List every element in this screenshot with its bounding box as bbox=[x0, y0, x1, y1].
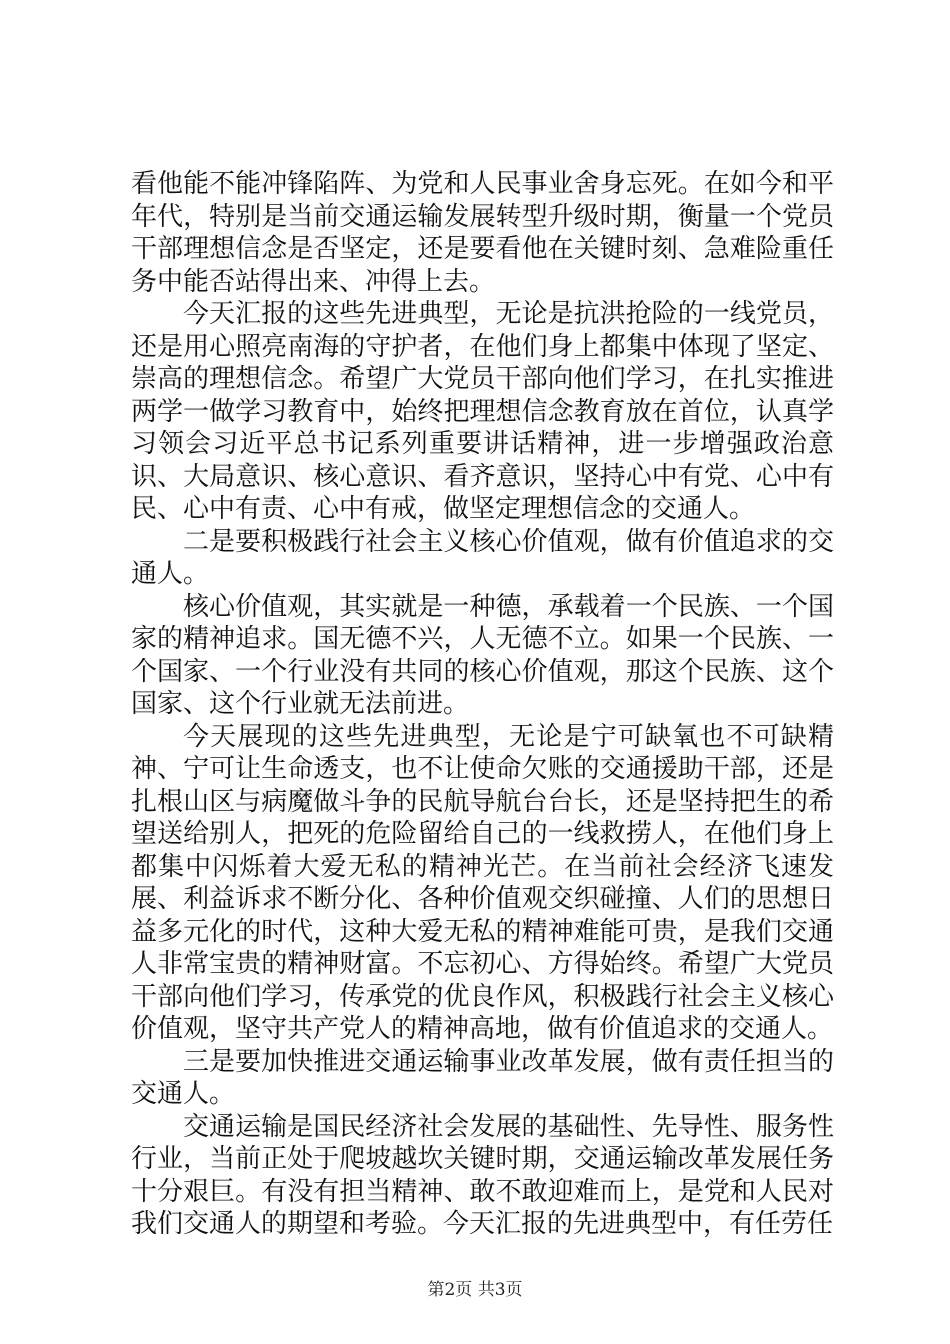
paragraph-3: 二是要积极践行社会主义核心价值观，做有价值追求的交通人。 bbox=[131, 526, 834, 589]
page-number-footer: 第2页 共3页 bbox=[427, 1280, 523, 1300]
paragraph-7: 交通运输是国民经济社会发展的基础性、先导性、服务性行业，当前正处于爬坡越坎关键时期，交通运输改革发展任务十分艰巨。有没有担当精神、敢不敢迎难而上，是党和人民对我们交通人的期望和考验。今天汇报的先进典型中，有任劳任 bbox=[131, 1111, 834, 1239]
paragraph-1: 看他能不能冲锋陷阵、为党和人民事业舍身忘死。在如今和平年代，特别是当前交通运输发展转型升级时期，衡量一个党员干部理想信念是否坚定，还是要看他在关键时刻、急难险重任务中能否站得出来、冲得上去。 bbox=[131, 169, 834, 297]
paragraph-6: 三是要加快推进交通运输事业改革发展，做有责任担当的交通人。 bbox=[131, 1046, 834, 1109]
document-body bbox=[131, 168, 834, 1241]
paragraph-5: 今天展现的这些先进典型，无论是宁可缺氧也不可缺精神、宁可让生命透支，也不让使命欠账的交通援助干部，还是扎根山区与病魔做斗争的民航导航台台长，还是坚持把生的希望送给别人，把死的危险留给自己的一线救捞人，在他们身上都集中闪烁着大爱无私的精神光芒。在当前社会经济飞速发展、利益诉求不断分化、各种价值观交织碰撞、人们的思想日益多元化的时代，这种大爱无私的精神难能可贵，是我们交通人非常宝贵的精神财富。不忘初心、方得始终。希望广大党员干部向他们学习，传承党的优良作风，积极践行社会主义核心价值观，坚守共产党人的精神高地，做有价值追求的交通人。 bbox=[131, 721, 834, 1044]
paragraph-4: 核心价值观，其实就是一种德，承载着一个民族、一个国家的精神追求。国无德不兴，人无德不立。如果一个民族、一个国家、一个行业没有共同的核心价值观，那这个民族、这个国家、这个行业就无法前进。 bbox=[131, 591, 834, 719]
paragraph-2: 今天汇报的这些先进典型，无论是抗洪抢险的一线党员，还是用心照亮南海的守护者，在他们身上都集中体现了坚定、崇高的理想信念。希望广大党员干部向他们学习，在扎实推进两学一做学习教育中，始终把理想信念教育放在首位，认真学习领会习近平总书记系列重要讲话精神，进一步增强政治意识、大局意识、核心意识、看齐意识，坚持心中有党、心中有民、心中有责、心中有戒，做坚定理想信念的交通人。 bbox=[131, 299, 834, 524]
